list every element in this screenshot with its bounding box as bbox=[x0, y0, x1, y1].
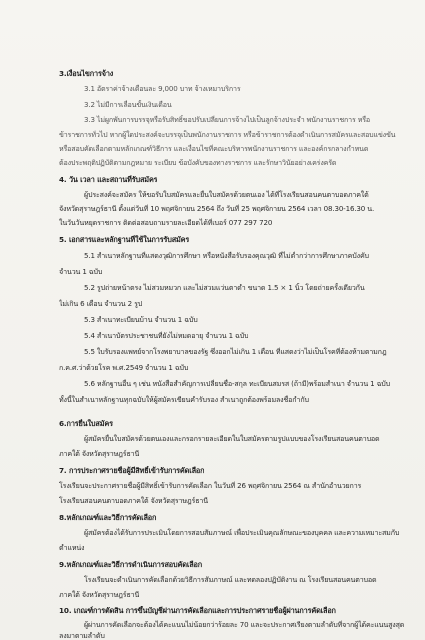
item-5-1-cont: จำนวน 1 ฉบับ bbox=[59, 267, 103, 276]
item-5-1: 5.1 สำเนาหลักฐานที่แสดงวุฒิการศึกษา หรือหนังสือรับรองคุณวุฒิ ที่ไม่ต่ำกว่าการศึกษาภาคบังคับ bbox=[84, 251, 369, 260]
item-5-2-cont: ไม่เกิน 6 เดือน จำนวน 2 รูป bbox=[59, 299, 143, 308]
section-10-para-1: ผู้ผ่านการคัดเลือกจะต้องได้คะแนนไม่น้อยกว่าร้อยละ 70 และจะประกาศเรียงตามลำดับที่จากผู้ได้คะแนนสูงสุด bbox=[84, 620, 404, 629]
section-4-para-1: ผู้ประสงค์จะสมัคร ให้ขอรับใบสมัครและยื่นใบสมัครด้วยตนเอง ได้ที่โรงเรียนสอนคนตาบอดภาคใต้ bbox=[84, 190, 369, 199]
section-8-para-1: ผู้สมัครต้องได้รับการประเมินโดยการสอบสัมภาษณ์ เพื่อประเมินคุณลักษณะของบุคคล และความเหมาะสมกับ bbox=[84, 528, 400, 537]
item-5-2: 5.2 รูปถ่ายหน้าตรง ไม่สวมหมวก และไม่สวมแว่นตาดำ ขนาด 1.5 × 1 นิ้ว โดยถ่ายครั้งเดียวกัน bbox=[84, 283, 365, 292]
section-9-para-2: ภาคใต้ จังหวัดสุราษฎร์ธานี bbox=[59, 590, 140, 599]
section-8-para-2: ตำแหน่ง bbox=[59, 543, 85, 552]
item-3-3-cont-1: ข้าราชการทั่วไป หากผู้ใดประสงค์จะบรรจุเป็นพนักงานราชการ หรือข้าราชการต้องดำเนินการสมัครและสอบแข่งขัน bbox=[59, 130, 396, 139]
section-4-para-2: จังหวัดสุราษฎร์ธานี ตั้งแต่วันที่ 10 พฤศจิกายน 2564 ถึง วันที่ 25 พฤศจิกายน 2564 เวลา 08.30-16.30 น. bbox=[59, 204, 375, 213]
section-9-para-1: โรงเรียนจะดำเนินการคัดเลือกด้วยวิธีการสัมภาษณ์ และทดลองปฏิบัติงาน ณ โรงเรียนสอนคนตาบอด bbox=[84, 575, 377, 584]
item-5-4: 5.4 สำเนาบัตรประชาชนที่ยังไม่หมดอายุ จำนวน 1 ฉบับ bbox=[84, 331, 249, 340]
item-3-2: 3.2 ไม่มีการเลื่อนขั้นเงินเดือน bbox=[84, 100, 172, 109]
section-6-para-2: ภาคใต้ จังหวัดสุราษฎร์ธานี bbox=[59, 449, 140, 458]
section-4-heading: 4. วัน เวลา และสถานที่รับสมัคร bbox=[59, 175, 158, 184]
item-5-6: 5.6 หลักฐานอื่น ๆ เช่น หนังสือสำคัญการเปลี่ยนชื่อ-สกุล ทะเบียนสมรส (ถ้ามี)พร้อมสำเนา จำนวน 1 ฉบับ bbox=[84, 379, 390, 388]
section-10-para-2: ลงมาตามลำดับ bbox=[59, 631, 105, 640]
section-10-heading: 10. เกณฑ์การตัดสิน การขึ้นบัญชีผ่านการคัดเลือกและการประกาศรายชื่อผู้ผ่านการคัดเลือก bbox=[59, 606, 336, 615]
item-3-3-cont-3: ต้องประพฤติปฏิบัติตามกฎหมาย ระเบียบ ข้อบังคับของทางราชการ และรักษาวินัยอย่างเคร่งครัด bbox=[59, 158, 337, 167]
item-5-3: 5.3 สำเนาทะเบียนบ้าน จำนวน 1 ฉบับ bbox=[84, 315, 198, 324]
section-9-heading: 9.หลักเกณฑ์และวิธีการดำเนินการสอบคัดเลือก bbox=[59, 560, 203, 569]
item-3-3-cont-2: หรือสอบคัดเลือกตามหลักเกณฑ์วิธีการ และเงื่อนไขที่คณะบริหารพนักงานราชการ และองค์กรกลางกำหนด bbox=[59, 144, 369, 153]
section-5-heading: 5. เอกสารและหลักฐานที่ใช้ในการรับสมัคร bbox=[59, 235, 190, 244]
item-5-6-cont: ทั้งนี้ในสำเนาหลักฐานทุกฉบับให้ผู้สมัครเขียนคำรับรอง สำเนาถูกต้องพร้อมลงชื่อกำกับ bbox=[59, 395, 309, 404]
section-7-para-2: โรงเรียนสอนคนตาบอดภาคใต้ จังหวัดสุราษฎร์ธานี bbox=[59, 496, 208, 505]
section-7-heading: 7. การประกาศรายชื่อผู้มีสิทธิ์เข้ารับการคัดเลือก bbox=[59, 466, 205, 475]
item-5-5: 5.5 ใบรับรองแพทย์จากโรงพยาบาลของรัฐ ซึ่งออกไม่เกิน 1 เดือน ที่แสดงว่าไม่เป็นโรคที่ต้องห้ามตามกฎ bbox=[84, 347, 387, 356]
section-6-heading: 6.การยื่นใบสมัคร bbox=[59, 419, 113, 428]
item-3-3: 3.3 ไม่ผูกพันการบรรจุหรือรับสิทธิ์ขอปรับเปลี่ยนการจ้างไปเป็นลูกจ้างประจำ พนักงานราชการ หรือ bbox=[84, 115, 371, 124]
section-6-para-1: ผู้สมัครยื่นใบสมัครด้วยตนเองและกรอกรายละเอียดในใบสมัครตามรูปแบบของโรงเรียนสอนคนตาบอด bbox=[84, 434, 380, 443]
section-4-para-3: ในวันวันหยุดราชการ ติดต่อสอบถามรายละเอียดได้ที่เบอร์ 077 297 720 bbox=[59, 218, 273, 227]
section-8-heading: 8.หลักเกณฑ์และวิธีการคัดเลือก bbox=[59, 513, 157, 522]
item-5-5-cont: ก.ค.ศ.ว่าด้วยโรค พ.ศ.2549 จำนวน 1 ฉบับ bbox=[59, 363, 189, 372]
section-7-para-1: โรงเรียนจะประกาศรายชื่อผู้มีสิทธิ์เข้ารับการคัดเลือก ในวันที่ 26 พฤศจิกายน 2564 ณ สำนักอำนวยการ bbox=[59, 481, 362, 490]
section-3-heading: 3.เงื่อนไขการจ้าง bbox=[59, 69, 114, 78]
item-3-1: 3.1 อัตราค่าจ้างเดือนละ 9,000 บาท จ้างเหมาบริการ bbox=[84, 84, 241, 93]
